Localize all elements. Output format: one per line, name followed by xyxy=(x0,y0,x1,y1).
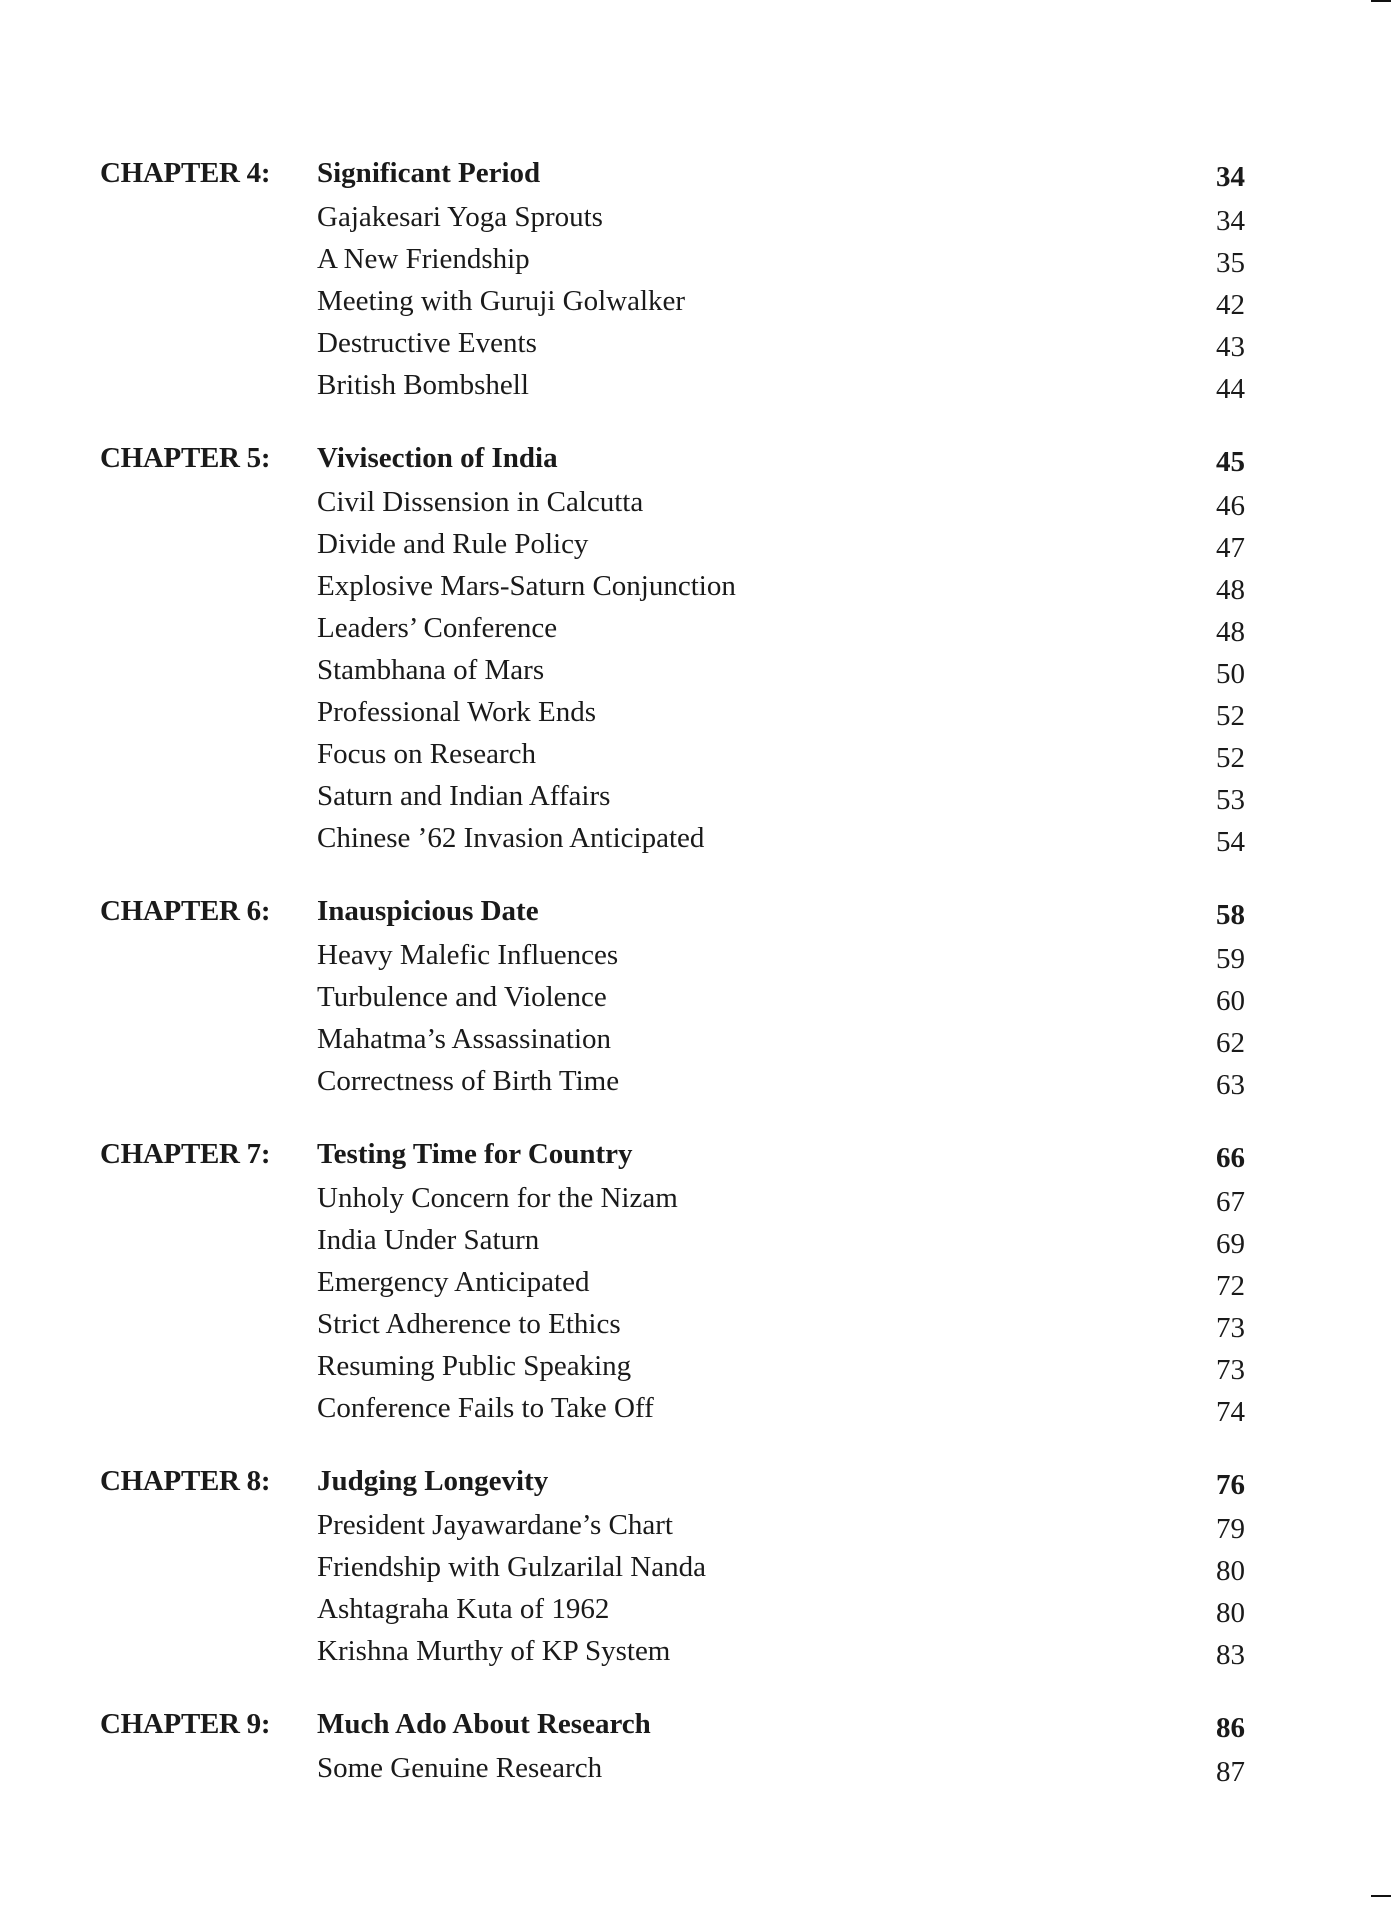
section-row[interactable] xyxy=(100,238,1250,280)
section-page-number: 50 xyxy=(1216,658,1245,690)
chapter-page-number: 58 xyxy=(1216,899,1245,931)
section-row[interactable] xyxy=(100,523,1250,565)
page-edge-mark xyxy=(1371,1895,1391,1897)
section-page-number: 62 xyxy=(1216,1027,1245,1059)
chapter-heading-row[interactable] xyxy=(100,152,1250,196)
section-page-number: 53 xyxy=(1216,784,1245,816)
section-row[interactable] xyxy=(100,817,1250,859)
section-page-number: 79 xyxy=(1216,1513,1245,1545)
section-page-number: 80 xyxy=(1216,1597,1245,1629)
chapter-title[interactable]: Significant Period xyxy=(317,157,541,189)
chapter-title[interactable]: Inauspicious Date xyxy=(317,895,539,927)
section-title[interactable]: Emergency Anticipated xyxy=(317,1266,590,1298)
chapter-label: CHAPTER 5: xyxy=(100,442,271,474)
chapter-heading-row[interactable] xyxy=(100,1703,1250,1747)
section-page-number: 48 xyxy=(1216,574,1245,606)
chapter-label: CHAPTER 6: xyxy=(100,895,271,927)
section-row[interactable] xyxy=(100,607,1250,649)
chapter-heading-row[interactable] xyxy=(100,1133,1250,1177)
section-title[interactable]: Ashtagraha Kuta of 1962 xyxy=(317,1593,610,1625)
section-title[interactable]: Focus on Research xyxy=(317,738,537,770)
section-page-number: 63 xyxy=(1216,1069,1245,1101)
chapter-title[interactable]: Testing Time for Country xyxy=(317,1138,633,1170)
chapter-title[interactable]: Vivisection of India xyxy=(317,442,558,474)
section-page-number: 59 xyxy=(1216,943,1245,975)
section-row[interactable] xyxy=(100,322,1250,364)
section-title[interactable]: Correctness of Birth Time xyxy=(317,1065,620,1097)
section-title[interactable]: Chinese ’62 Invasion Anticipated xyxy=(317,822,705,854)
chapter-label: CHAPTER 8: xyxy=(100,1465,271,1497)
chapter-page-number: 34 xyxy=(1216,161,1245,193)
section-page-number: 52 xyxy=(1216,700,1245,732)
section-page-number: 35 xyxy=(1216,247,1245,279)
chapter-title[interactable]: Much Ado About Research xyxy=(317,1708,651,1740)
section-row[interactable] xyxy=(100,196,1250,238)
section-title[interactable]: Unholy Concern for the Nizam xyxy=(317,1182,678,1214)
section-row[interactable] xyxy=(100,1546,1250,1588)
section-page-number: 42 xyxy=(1216,289,1245,321)
section-row[interactable] xyxy=(100,1177,1250,1219)
section-row[interactable] xyxy=(100,934,1250,976)
section-page-number: 60 xyxy=(1216,985,1245,1017)
section-title[interactable]: Some Genuine Research xyxy=(317,1752,603,1784)
section-page-number: 72 xyxy=(1216,1270,1245,1302)
section-page-number: 74 xyxy=(1216,1396,1245,1428)
section-title[interactable]: Heavy Malefic Influences xyxy=(317,939,619,971)
page-edge-mark xyxy=(1371,0,1391,2)
chapter-label: CHAPTER 7: xyxy=(100,1138,271,1170)
section-page-number: 47 xyxy=(1216,532,1245,564)
section-page-number: 87 xyxy=(1216,1756,1245,1788)
section-title[interactable]: Friendship with Gulzarilal Nanda xyxy=(317,1551,706,1583)
section-row[interactable] xyxy=(100,1588,1250,1630)
section-row[interactable] xyxy=(100,691,1250,733)
section-page-number: 80 xyxy=(1216,1555,1245,1587)
section-title[interactable]: A New Friendship xyxy=(317,243,530,275)
section-row[interactable] xyxy=(100,280,1250,322)
chapter-page-number: 66 xyxy=(1216,1142,1245,1174)
section-title[interactable]: Turbulence and Violence xyxy=(317,981,607,1013)
chapter-block xyxy=(100,1703,1250,1789)
section-title[interactable]: President Jayawardane’s Chart xyxy=(317,1509,673,1541)
chapter-heading-row[interactable] xyxy=(100,437,1250,481)
section-row[interactable] xyxy=(100,565,1250,607)
section-page-number: 54 xyxy=(1216,826,1245,858)
section-page-number: 44 xyxy=(1216,373,1245,405)
section-row[interactable] xyxy=(100,976,1250,1018)
section-page-number: 46 xyxy=(1216,490,1245,522)
section-row[interactable] xyxy=(100,1060,1250,1102)
section-row[interactable] xyxy=(100,1303,1250,1345)
section-title[interactable]: India Under Saturn xyxy=(317,1224,540,1256)
chapter-block xyxy=(100,437,1250,859)
section-title[interactable]: Civil Dissension in Calcutta xyxy=(317,486,644,518)
section-title[interactable]: Destructive Events xyxy=(317,327,537,359)
chapter-heading-row[interactable] xyxy=(100,1460,1250,1504)
section-row[interactable] xyxy=(100,364,1250,406)
section-row[interactable] xyxy=(100,1018,1250,1060)
section-row[interactable] xyxy=(100,1504,1250,1546)
section-title[interactable]: Krishna Murthy of KP System xyxy=(317,1635,671,1667)
section-title[interactable]: Strict Adherence to Ethics xyxy=(317,1308,621,1340)
section-row[interactable] xyxy=(100,775,1250,817)
section-page-number: 73 xyxy=(1216,1312,1245,1344)
section-page-number: 73 xyxy=(1216,1354,1245,1386)
chapter-heading-row[interactable] xyxy=(100,890,1250,934)
chapter-label: CHAPTER 4: xyxy=(100,157,271,189)
section-page-number: 48 xyxy=(1216,616,1245,648)
section-title[interactable]: Explosive Mars-Saturn Conjunction xyxy=(317,570,736,602)
section-row[interactable] xyxy=(100,1219,1250,1261)
chapter-page-number: 76 xyxy=(1216,1469,1245,1501)
section-row[interactable] xyxy=(100,481,1250,523)
section-title[interactable]: Stambhana of Mars xyxy=(317,654,545,686)
section-title[interactable]: Resuming Public Speaking xyxy=(317,1350,632,1382)
section-page-number: 34 xyxy=(1216,205,1245,237)
section-title[interactable]: Divide and Rule Policy xyxy=(317,528,589,560)
section-page-number: 43 xyxy=(1216,331,1245,363)
section-title[interactable]: Leaders’ Conference xyxy=(317,612,558,644)
section-title[interactable]: British Bombshell xyxy=(317,369,529,401)
section-row[interactable] xyxy=(100,1261,1250,1303)
section-row[interactable] xyxy=(100,733,1250,775)
chapter-title[interactable]: Judging Longevity xyxy=(317,1465,549,1497)
section-title[interactable]: Mahatma’s Assassination xyxy=(317,1023,612,1055)
chapter-page-number: 45 xyxy=(1216,446,1245,478)
section-title[interactable]: Saturn and Indian Affairs xyxy=(317,780,611,812)
chapter-block xyxy=(100,1460,1250,1672)
section-row[interactable] xyxy=(100,1387,1250,1429)
chapter-block xyxy=(100,152,1250,406)
table-of-contents xyxy=(100,152,1250,1820)
section-page-number: 52 xyxy=(1216,742,1245,774)
section-title[interactable]: Conference Fails to Take Off xyxy=(317,1392,654,1424)
section-title[interactable]: Meeting with Guruji Golwalker xyxy=(317,285,686,317)
section-title[interactable]: Gajakesari Yoga Sprouts xyxy=(317,201,603,233)
chapter-label: CHAPTER 9: xyxy=(100,1708,271,1740)
section-page-number: 67 xyxy=(1216,1186,1245,1218)
chapter-block xyxy=(100,890,1250,1102)
section-title[interactable]: Professional Work Ends xyxy=(317,696,597,728)
section-page-number: 69 xyxy=(1216,1228,1245,1260)
section-row[interactable] xyxy=(100,1345,1250,1387)
section-page-number: 83 xyxy=(1216,1639,1245,1671)
chapter-page-number: 86 xyxy=(1216,1712,1245,1744)
chapter-block xyxy=(100,1133,1250,1429)
section-row[interactable] xyxy=(100,1747,1250,1789)
section-row[interactable] xyxy=(100,1630,1250,1672)
section-row[interactable] xyxy=(100,649,1250,691)
